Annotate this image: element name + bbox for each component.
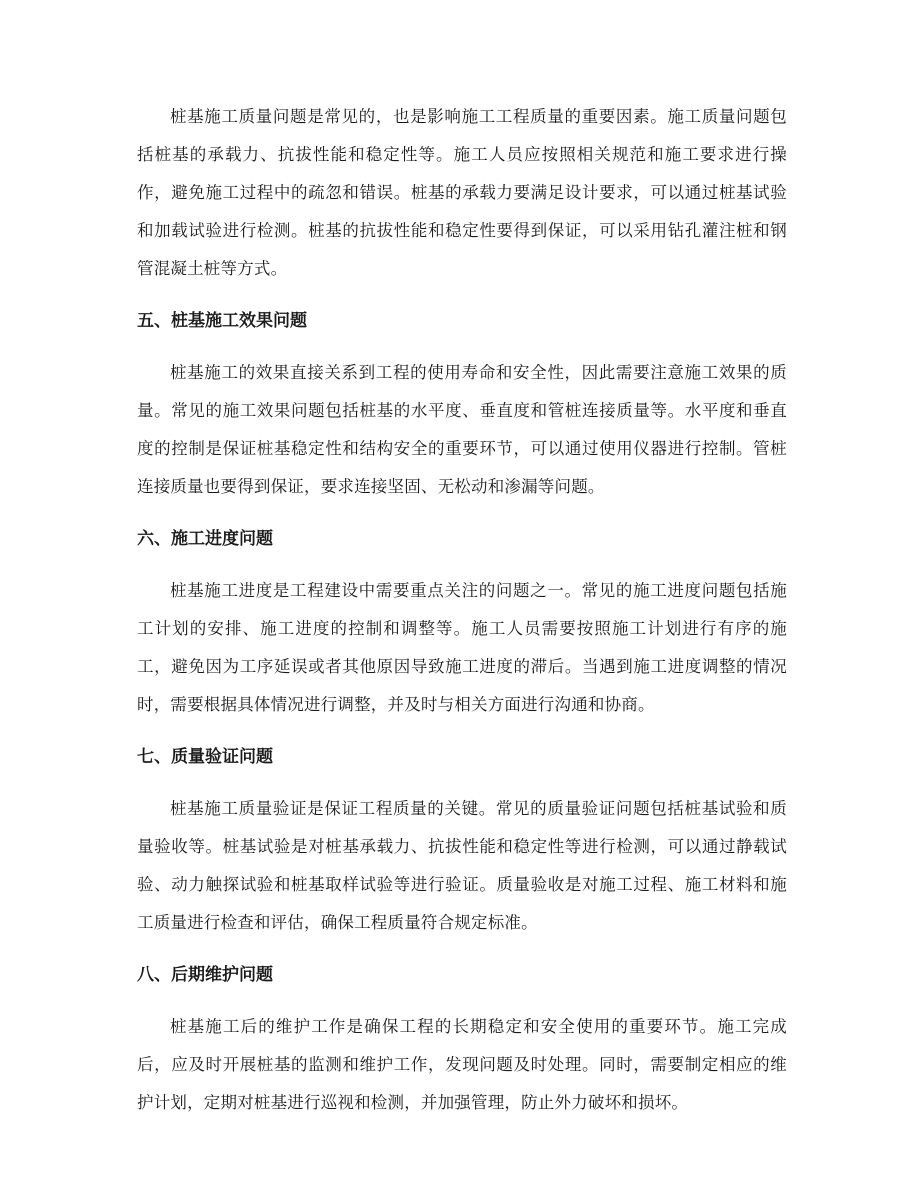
intro-paragraph: 桩基施工质量问题是常见的，也是影响施工工程质量的重要因素。施工质量问题包括桩基的承载力、抗拔性能和稳定性等。施工人员应按照相关规范和施工要求进行操作，避免施工过程中的疏忽和错误。桩基的承载力要满足设计要求，可以通过桩基试验和加载试验进行检测。桩基的抗拔性能和稳定性要得到保证，可以采用钻孔灌注桩和钢管混凝土桩等方式。 xyxy=(137,107,787,278)
section-paragraph-8: 桩基施工后的维护工作是确保工程的长期稳定和安全使用的重要环节。施工完成后，应及时开展桩基的监测和维护工作，发现问题及时处理。同时，需要制定相应的维护计划，定期对桩基进行巡视和检测，并加强管理，防止外力破坏和损坏。 xyxy=(137,1017,787,1112)
section-paragraph-7: 桩基施工质量验证是保证工程质量的关键。常见的质量验证问题包括桩基试验和质量验收等。桩基试验是对桩基承载力、抗拔性能和稳定性等进行检测，可以通过静载试验、动力触探试验和桩基取样试验等进行验证。质量验收是对施工过程、施工材料和施工质量进行检查和评估，确保工程质量符合规定标准。 xyxy=(137,799,787,932)
section-heading-6: 六、施工进度问题 xyxy=(137,529,273,549)
section-heading-5: 五、桩基施工效果问题 xyxy=(137,311,307,331)
section-heading-7: 七、质量验证问题 xyxy=(137,747,273,767)
section-paragraph-5: 桩基施工的效果直接关系到工程的使用寿命和安全性，因此需要注意施工效果的质量。常见的施工效果问题包括桩基的水平度、垂直度和管桩连接质量等。水平度和垂直度的控制是保证桩基稳定性和结构安全的重要环节，可以通过使用仪器进行控制。管桩连接质量也要得到保证，要求连接坚固、无松动和渗漏等问题。 xyxy=(137,363,787,496)
section-heading-8: 八、后期维护问题 xyxy=(137,965,273,985)
section-paragraph-6: 桩基施工进度是工程建设中需要重点关注的问题之一。常见的施工进度问题包括施工计划的安排、施工进度的控制和调整等。施工人员需要按照施工计划进行有序的施工，避免因为工序延误或者其他原因导致施工进度的滞后。当遇到施工进度调整的情况时，需要根据具体情况进行调整，并及时与相关方面进行沟通和协商。 xyxy=(137,581,787,714)
document-body xyxy=(137,98,787,1122)
